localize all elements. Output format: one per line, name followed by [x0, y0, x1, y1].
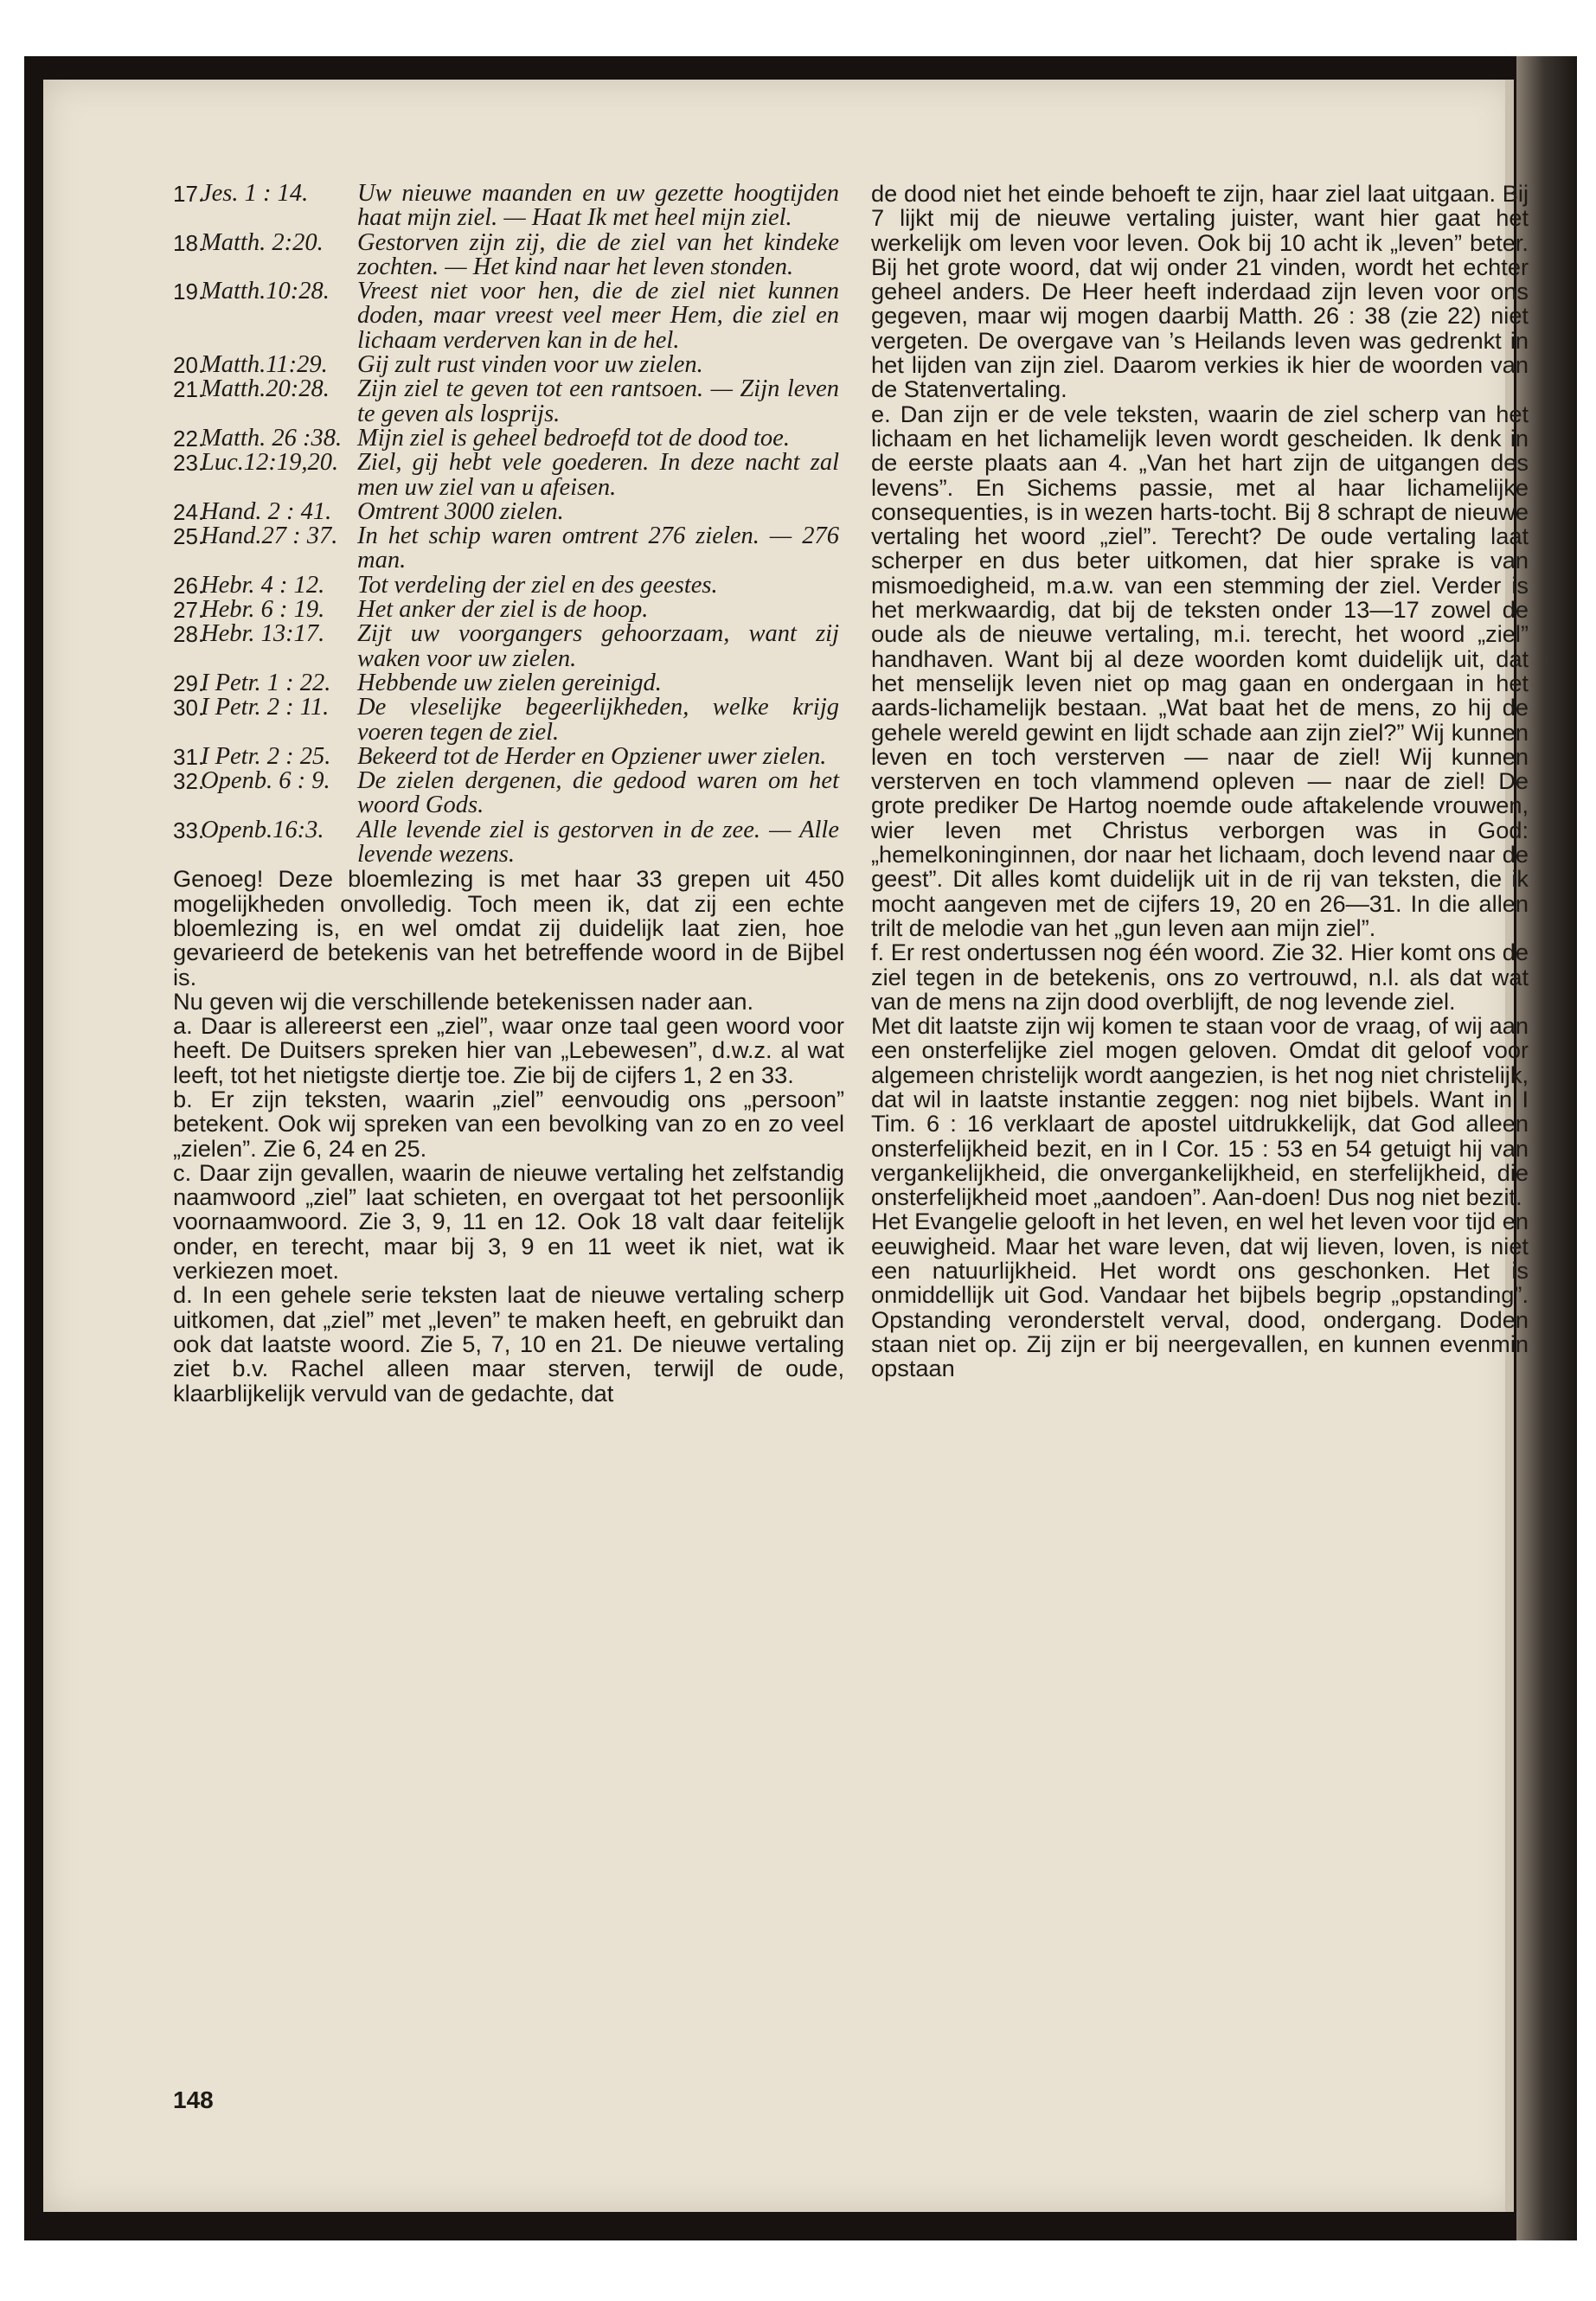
verse-number: 18.	[173, 229, 205, 256]
verse-entry	[173, 377, 844, 426]
verse-text: Ziel, gij hebt vele goederen. In deze nacht zal men uw ziel van u afeisen.	[357, 449, 839, 501]
verse-reference: Matth.10:28.	[201, 278, 330, 305]
verse-entry	[173, 742, 844, 770]
verse-reference: Hand. 2 : 41.	[201, 497, 332, 525]
verse-reference: I Petr. 2 : 25.	[201, 742, 331, 770]
verse-reference: Matth.20:28.	[201, 375, 330, 403]
verse-number: 29.	[173, 670, 205, 696]
paragraph: de dood niet het einde behoeft te zijn, haar ziel laat uitgaan. Bij 7 lijkt mij de nieuwe vertaling juister, want hier gaat het werkelijk om leven voor leven. Ook bij 10 acht ik „leven” beter. Bij het grote woord, dat wij onder 21 vinden, wordt het echter geheel anders. De Heer heeft inderdaad zijn leven voor ons gegeven, maar wij mogen daarbij Matth. 26 : 38 (zie 22) niet vergeten. De overgave van ’s Heilands leven was gedrenkt in het lijden van zijn ziel. Daarom verkies ik hier de woorden van de Statenvertaling.	[871, 180, 1529, 403]
verse-reference: Openb.16:3.	[201, 816, 324, 843]
verse-entry	[173, 524, 844, 574]
verse-reference: Hand.27 : 37.	[201, 522, 338, 550]
verse-entry	[173, 622, 844, 671]
verse-text: Gij zult rust vinden voor uw zielen.	[357, 351, 703, 379]
verse-number: 30.	[173, 695, 205, 721]
verse-text: Zijn ziel te geven tot een rantsoen. — Zijn leven te geven als losprijs.	[357, 375, 839, 427]
paragraph: d. In een gehele serie teksten laat de nieuwe vertaling scherp uitkomen, dat „ziel” met „leven” te maken heeft, en gebruikt dan ook dat laatste woord. Zie 5, 7, 10 en 21. De nieuwe vertaling ziet b.v. Rachel alleen maar sterven, terwijl de oude, klaarblijkelijk vervuld van de gedachte, dat	[173, 1281, 844, 1407]
verse-text: De zielen dergenen, die gedood waren om het woord Gods.	[357, 767, 839, 819]
paragraph: Nu geven wij die verschillende betekenissen nader aan.	[173, 987, 754, 1015]
verse-number: 17.	[173, 181, 205, 207]
verse-number: 19.	[173, 279, 205, 305]
verse-entry	[173, 598, 844, 622]
verse-entry	[173, 182, 844, 231]
verse-number: 28.	[173, 621, 205, 648]
paragraph: e. Dan zijn er de vele teksten, waarin de ziel scherp van het lichaam en het lichamelijk leven wordt gescheiden. Ik denk in de eerste plaats aan 4. „Van het hart zijn de uitgangen des levens”. En Sichems passie, met al haar lichamelijke consequenties, is in wezen harts-tocht. Bij 8 schrapt de nieuwe vertaling het woord „ziel”. Terecht? De oude vertaling laat scherper en dus beter uitkomen, dat hier sprake is van mismoedigheid, m.a.w. van een stemming der ziel. Verder is het merkwaardig, dat bij de teksten onder 13—17 zowel de oude als de nieuwe vertaling, m.i. terecht, het woord „ziel” handhaven. Want bij al deze woorden komt duidelijk uit, dat het menselijk leven niet op mag gaan en ondergaan in het aards-lichamelijk bestaan. „Wat baat het de mens, zo hij de gehele wereld gewint en lijdt schade aan zijn ziel?” Wij kunnen leven en toch versterven — naar de ziel! Wij kunnen versterven en toch vlammend opleven — naar de ziel! De grote prediker De Hartog noemde oude aftakelende vrouwen, wier leven met Christus verborgen was in God: „hemelkoninginnen, dor naar het lichaam, doch levend naar de geest”. Dit alles komt duidelijk uit in de rij van teksten, die ik mocht aangeven met de cijfers 19, 20 en 26—31. In die allen trilt de melodie van het „gun leven aan mijn ziel”.	[871, 400, 1529, 941]
page-number: 148	[173, 2086, 214, 2113]
verse-reference: I Petr. 2 : 11.	[201, 694, 330, 721]
verse-number: 25.	[173, 523, 205, 550]
verse-entry	[173, 818, 844, 868]
verse-reference: Matth. 2:20.	[201, 228, 324, 256]
verse-text: Zijt uw voorgangers gehoorzaam, want zij waken voor uw zielen.	[357, 620, 839, 672]
verse-number: 20.	[173, 352, 205, 379]
verse-reference: Hebr. 6 : 19.	[201, 596, 325, 624]
verse-reference: Jes. 1 : 14.	[201, 180, 309, 207]
verse-number: 32.	[173, 768, 205, 795]
verse-entry	[173, 426, 844, 451]
verse-number: 33.	[173, 817, 205, 843]
verse-text: In het schip waren omtrent 276 zielen. — 276 man.	[357, 522, 839, 574]
verse-entry	[173, 769, 844, 818]
verse-text: Het anker der ziel is de hoop.	[357, 596, 649, 624]
verse-list	[173, 182, 844, 867]
verse-text: Mijn ziel is geheel bedroefd tot de dood toe.	[357, 424, 790, 452]
verse-reference: Luc.12:19,20.	[201, 449, 339, 477]
verse-text: Uw nieuwe maanden en uw gezette hoogtijden haat mijn ziel. — Haat Ik met heel mijn ziel.	[357, 180, 839, 232]
left-column	[173, 182, 844, 1406]
verse-text: De vleselijke begeerlijkheden, welke krijg voeren tegen de ziel.	[357, 694, 839, 746]
verse-entry	[173, 671, 844, 695]
verse-entry	[173, 497, 844, 525]
right-column	[871, 182, 1529, 1381]
verse-text: Alle levende ziel is gestorven in de zee. — Alle levende wezens.	[357, 816, 839, 868]
paragraph: b. Er zijn teksten, waarin „ziel” eenvoudig ons „persoon” betekent. Ook wij spreken van een bevolking van zo en zo veel „zielen”. Zie 6, 24 en 25.	[173, 1085, 844, 1162]
verse-number: 22.	[173, 425, 205, 452]
verse-reference: Matth. 26 :38.	[201, 424, 343, 452]
verse-number: 23.	[173, 450, 205, 477]
paragraph: Genoeg! Deze bloemlezing is met haar 33 grepen uit 450 mogelijkheden onvolledig. Toch meen ik, dat zij een echte bloemlezing is, en wel omdat zij duidelijk laat zien, hoe gevarieerd de betekenis van het betreffende woord in de Bijbel is.	[173, 865, 844, 990]
verse-entry	[173, 571, 844, 599]
verse-reference: Openb. 6 : 9.	[201, 767, 330, 795]
left-body-text	[173, 867, 844, 1406]
verse-reference: Hebr. 13:17.	[201, 620, 325, 648]
verse-reference: I Petr. 1 : 22.	[201, 669, 331, 696]
verse-number: 24.	[173, 498, 205, 525]
verse-entry	[173, 279, 844, 353]
verse-text: Omtrent 3000 zielen.	[357, 497, 564, 525]
verse-number: 26.	[173, 572, 205, 599]
right-body-text	[871, 182, 1529, 1381]
verse-number: 27.	[173, 597, 205, 624]
paragraph: c. Daar zijn gevallen, waarin de nieuwe vertaling het zelfstandig naamwoord „ziel” laat schieten, en overgaat tot het persoonlijk voornaamwoord. Zie 3, 9, 11 en 12. Ook 18 valt daar feitelijk onder, en terecht, maar bij 3, 9 en 11 weet ik niet, wat ik verkiezen moet.	[173, 1158, 844, 1285]
verse-reference: Hebr. 4 : 12.	[201, 571, 325, 599]
paragraph: Met dit laatste zijn wij komen te staan voor de vraag, of wij aan een onsterfelijke ziel mogen geloven. Omdat dit geloof voor algemeen christelijk wordt aangezien, is het nog niet christelijk, dat wil in laatste instantie zeggen: nog niet bijbels. Want in I Tim. 6 : 16 verklaart de apostel uitdrukkelijk, dat God alleen onsterfelijkheid bezit, en in I Cor. 15 : 53 en 54 getuigt hij van vergankelijkheid, die onvergankelijkheid, en sterfelijkheid, die onsterfelijkheid moet „aandoen”. Aan-doen! Dus nog niet bezit.	[871, 1012, 1529, 1211]
verse-entry	[173, 451, 844, 500]
verse-number: 31.	[173, 743, 205, 770]
verse-text: Hebbende uw zielen gereinigd.	[357, 669, 662, 696]
paragraph: Het Evangelie gelooft in het leven, en wel het leven voor tijd en eeuwigheid. Maar het ware leven, dat wij lieven, loven, is niet een natuurlijkheid. Het wordt ons geschonken. Het is onmiddellijk uit God. Vandaar het bijbels begrip „opstanding”. Opstanding veronderstelt verval, dood, ondergang. Doden staan niet op. Zij zijn er bij neergevallen, en kunnen evenmin opstaan	[871, 1208, 1529, 1382]
verse-text: Tot verdeling der ziel en des geestes.	[357, 571, 718, 599]
verse-text: Gestorven zijn zij, die de ziel van het kindeke zochten. — Het kind naar het leven stonden.	[357, 228, 839, 280]
verse-text: Vreest niet voor hen, die de ziel niet kunnen doden, maar vreest veel meer Hem, die ziel en lichaam verderven kan in de hel.	[357, 278, 839, 354]
paragraph: f. Er rest ondertussen nog één woord. Zie 32. Hier komt ons de ziel tegen in de betekenis, ons zo vertrouwd, n.l. als dat wat van de mens na zijn dood overblijft, de nog levende ziel.	[871, 939, 1529, 1015]
paragraph: a. Daar is allereerst een „ziel”, waar onze taal geen woord voor heeft. De Duitsers spreken hier van „Lebewesen”, d.w.z. al wat leeft, tot het nietigste diertje toe. Zie bij de cijfers 1, 2 en 33.	[173, 1012, 844, 1088]
verse-entry	[173, 353, 844, 377]
verse-reference: Matth.11:29.	[201, 351, 328, 379]
verse-text: Bekeerd tot de Herder en Opziener uwer zielen.	[357, 742, 827, 770]
verse-number: 21.	[173, 376, 205, 403]
verse-entry	[173, 228, 844, 280]
verse-entry	[173, 695, 844, 745]
